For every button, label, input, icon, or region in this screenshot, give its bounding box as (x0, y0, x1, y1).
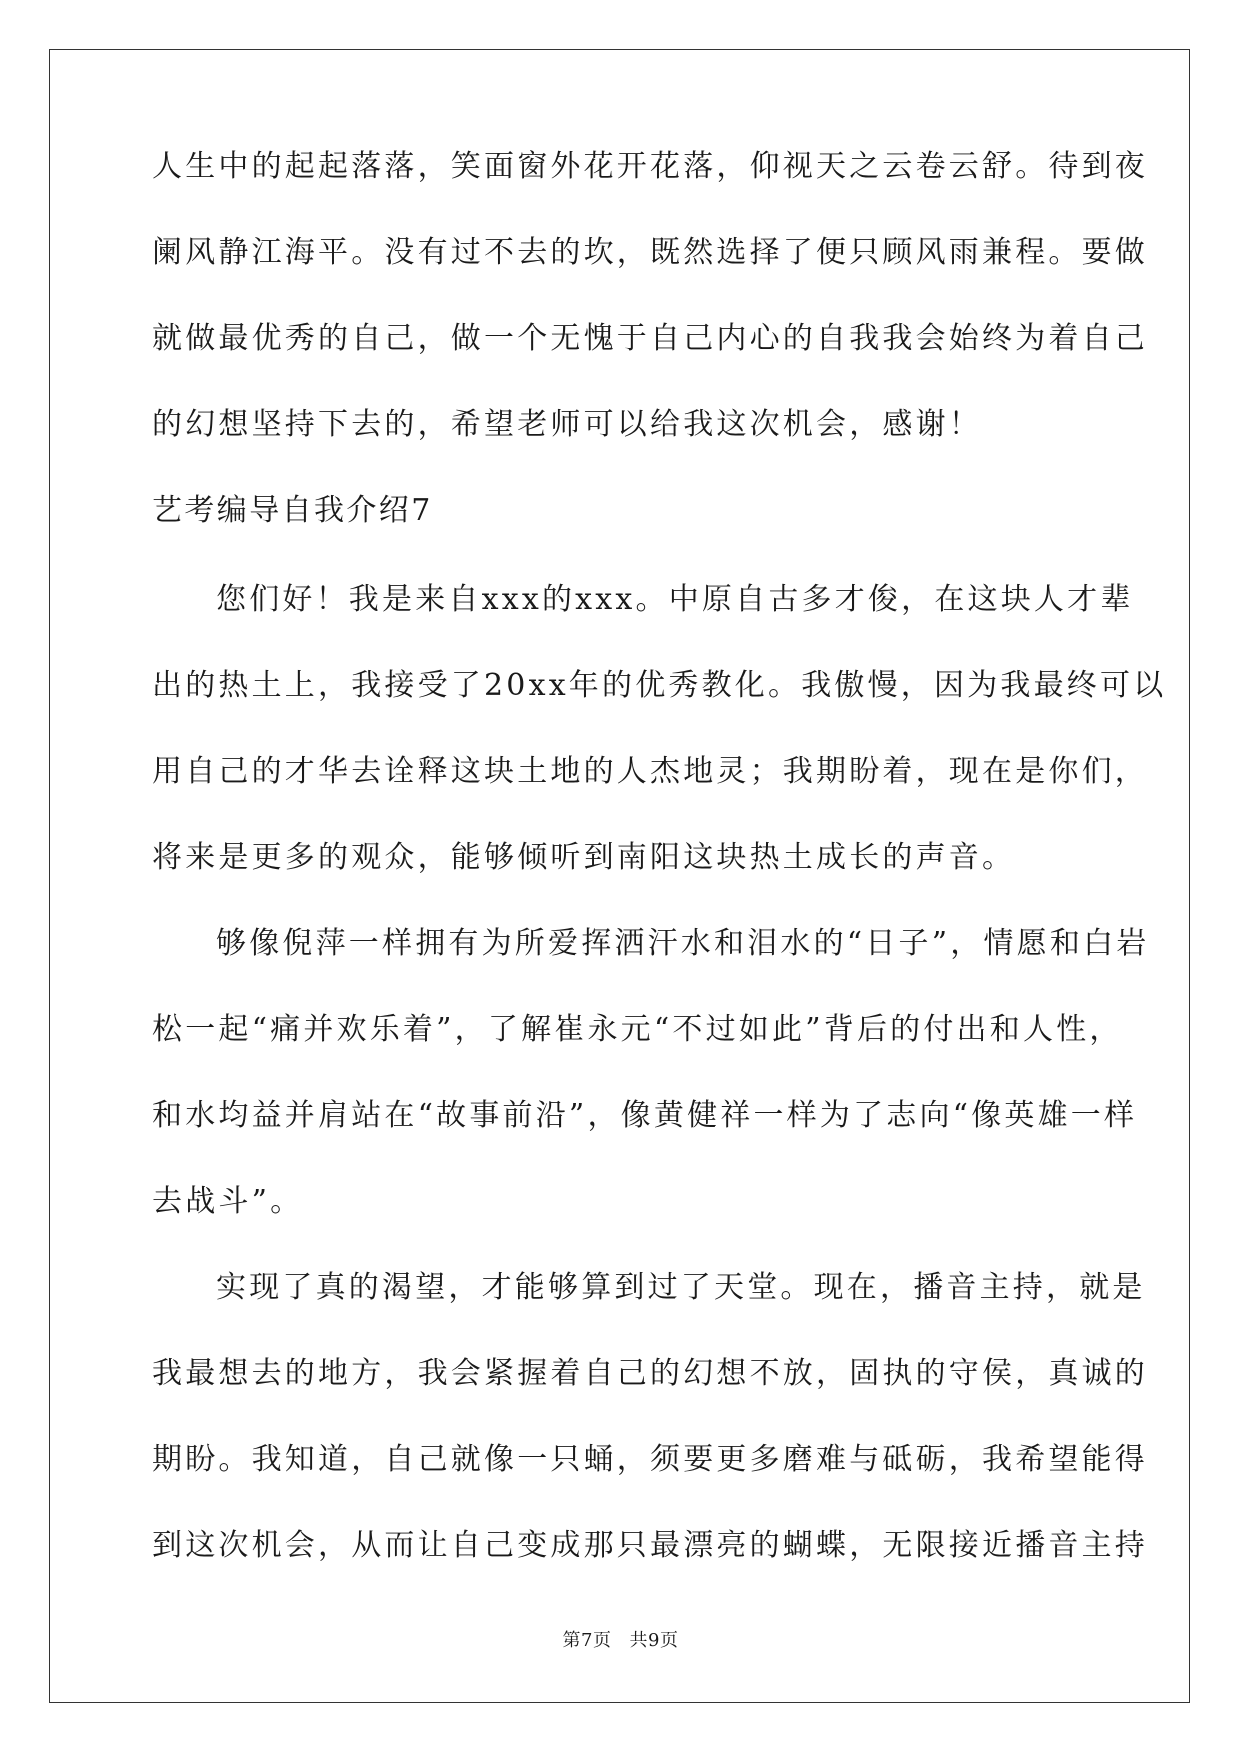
text-line: 就做最优秀的自己，做一个无愧于自己内心的自我我会始终为着自己 (152, 321, 1148, 356)
paragraph-first-line: 够像倪萍一样拥有为所爱挥洒汗水和泪水的“日子”，情愿和白岩 (216, 926, 1150, 961)
paragraph-first-line: 实现了真的渴望，才能够算到过了天堂。现在，播音主持，就是 (216, 1270, 1146, 1305)
text-line: 期盼。我知道，自己就像一只蛹，须要更多磨难与砥砺，我希望能得 (152, 1442, 1148, 1477)
text-line: 松一起“痛并欢乐着”，了解崔永元“不过如此”背后的付出和人性， (152, 1012, 1123, 1047)
text-line: 和水均益并肩站在“故事前沿”，像黄健祥一样为了志向“像英雄一样 (152, 1098, 1138, 1133)
text-line: 到这次机会，从而让自己变成那只最漂亮的蝴蝶，无限接近播音主持 (152, 1528, 1148, 1563)
section-heading: 艺考编导自我介绍7 (152, 493, 433, 528)
text-line: 出的热土上，我接受了20xx年的优秀教化。我傲慢，因为我最终可以 (152, 668, 1167, 703)
text-line: 阑风静江海平。没有过不去的坎，既然选择了便只顾风雨兼程。要做 (152, 235, 1148, 270)
page-number: 第7页 (562, 1630, 612, 1651)
paragraph-first-line: 您们好！我是来自xxx的xxx。中原自古多才俊，在这块人才辈 (216, 582, 1134, 617)
text-line: 去战斗”。 (152, 1184, 304, 1219)
page-total: 共9页 (629, 1630, 679, 1651)
page-footer (0, 1630, 1241, 1652)
text-line: 人生中的起起落落，笑面窗外花开花落，仰视天之云卷云舒。待到夜 (152, 149, 1148, 184)
text-line: 将来是更多的观众，能够倾听到南阳这块热土成长的声音。 (152, 840, 1016, 875)
document-body (152, 149, 1167, 1617)
text-line: 的幻想坚持下去的，希望老师可以给我这次机会，感谢！ (152, 407, 982, 442)
text-line: 我最想去的地方，我会紧握着自己的幻想不放，固执的守侯，真诚的 (152, 1356, 1148, 1391)
text-line: 用自己的才华去诠释这块土地的人杰地灵；我期盼着，现在是你们， (152, 754, 1148, 789)
